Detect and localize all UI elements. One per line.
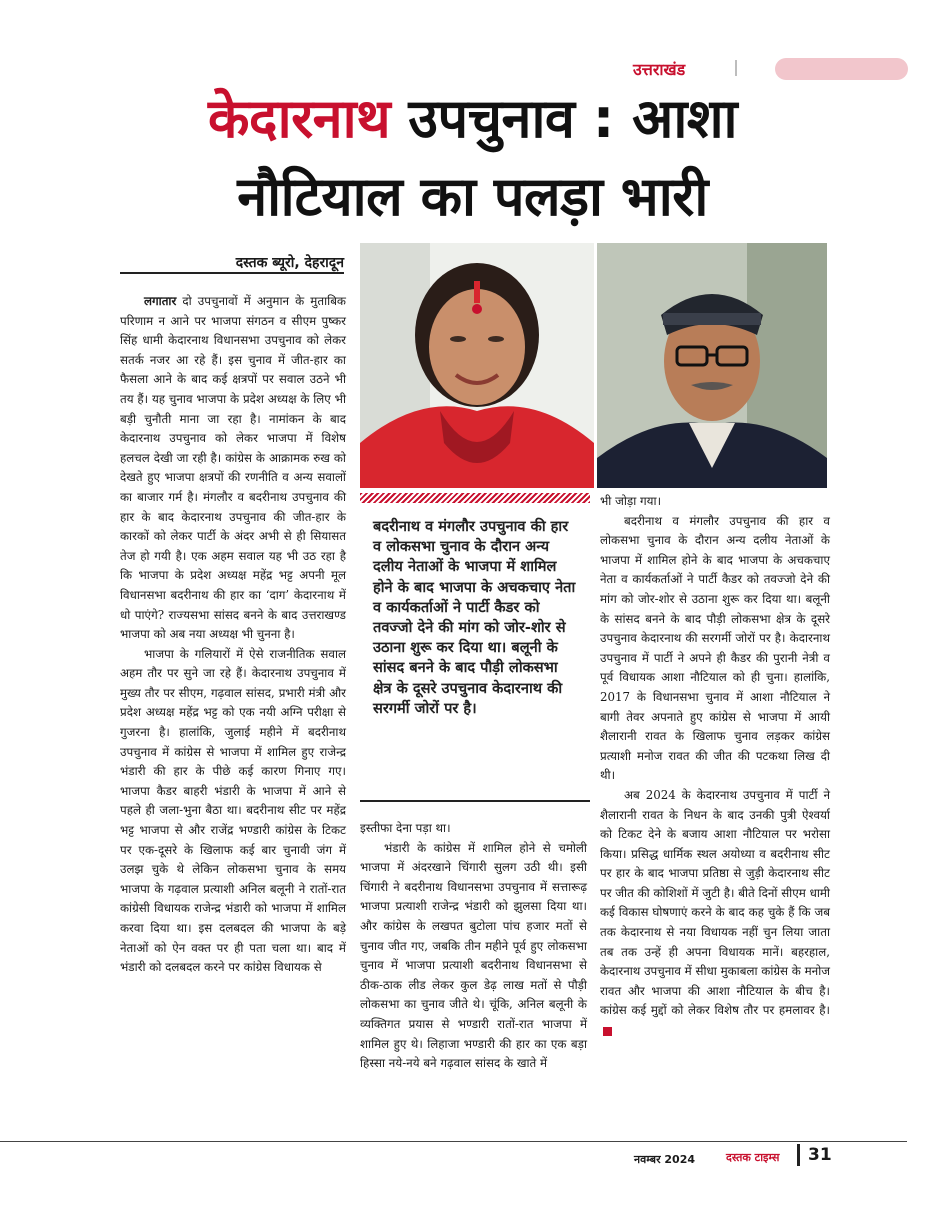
article-column-2 — [360, 819, 587, 1074]
footer-rule — [0, 1141, 907, 1142]
footer-date: नवम्बर 2024 — [634, 1153, 696, 1166]
pullquote-rule — [360, 800, 590, 802]
headline-line1-rest: उपचुनाव : आशा — [390, 87, 738, 150]
column2-paragraph-2: भंडारी के कांग्रेस में शामिल होने से चमोली भाजपा में अंदरखाने चिंगारी सुलग उठी थी। इसी चिंगारी ने बदरीनाथ विधानसभा उपचुनाव में सत्तारूढ़ भाजपा प्रत्याशी राजेन्द्र भंडारी को झुलसा दिया था। और कांग्रेस के लखपत बुटोला पांच हजार मतों से चुनाव जीत गए, जबकि तीन महीने पूर्व हुए लोकसभा चुनाव में भाजपा प्रत्याशी बदरीनाथ विधानसभा से ठीक-ठाक लीड लेकर कुल डेढ़ लाख मतों से पौड़ी लोकसभा का चुनाव जीते थे। चूंकि, अनिल बलूनी के व्यक्तिगत प्रयास से भण्डारी रातों-रात भाजपा में शामिल हुए थे। लिहाजा भण्डारी की हार का एक बड़ा हिस्सा नये-नये बने गढ़वाल सांसद के खाते में — [360, 840, 587, 1071]
headline — [60, 80, 885, 236]
headline-red-part: केदारनाथ — [207, 87, 391, 150]
section-pill — [775, 58, 908, 80]
lead-word: लगातार — [144, 294, 177, 308]
section-label: उत्तराखंड — [633, 60, 686, 79]
column1-paragraph-1: लगातार दो उपचुनावों में अनुमान के मुताबिक परिणाम न आने पर भाजपा संगठन व सीएम पुष्कर सिंह धामी केदारनाथ विधानसभा उपचुनाव को लेकर सतर्क नजर आ रहे हैं। इस चुनाव में जीत-हार का फैसला आने के बाद कई क्षत्रपों पर सवाल उठने भी तय हैं। यह चुनाव भाजपा के प्रदेश अध्यक्ष के लिए भी बड़ी चुनौती माना जा रहा है। नामांकन के बाद केदारनाथ उपचुनाव को लेकर भाजपा में विशेष हलचल देखी जा रही है। कांग्रेस के आक्रामक रुख को देखते हुए भाजपा क्षत्रपों की रणनीति व अन्य सवालों का बाजार गर्म है। मंगलौर व बदरीनाथ उपचुनाव की हार के बाद केदारनाथ उपचुनाव की जीत-हार के कारकों को लेकर पार्टी के अंदर अभी से ही सियासत तेज हो गयी है। एक अहम सवाल यह भी उठ रहा है कि भाजपा के प्रदेश अध्यक्ष महेंद्र भट्ट अपनी मूल विधानसभा बदरीनाथ की हार का ‘दाग’ केदारनाथ में धो पाएंगे? राज्यसभा सांसद बनने के बाद उत्तराखण्ड भाजपा को अब नया अध्यक्ष भी चुनना है। — [120, 294, 346, 642]
byline: दस्तक ब्यूरो, देहरादून — [235, 255, 344, 271]
column3-paragraph-3: अब 2024 के केदारनाथ उपचुनाव में पार्टी ने शैलारानी रावत के निधन के बाद उनकी पुत्री ऐश्वर्या को टिकट देने के बजाय आशा नौटियाल पर भरोसा किया। प्रसिद्ध धार्मिक स्थल अयोध्या व बदरीनाथ सीट पर हार के बाद भाजपा प्रतिष्ठा से जुड़ी केदारनाथ सीट पर जीत की कोशिशों में जुटी है। बीते दिनों सीएम धामी कई विकास घोषणाएं करने के बाद कह चुके हैं कि जब तक केदारनाथ से नया विधायक नहीं चुन लिया जाता तब तक उन्हें ही अपना विधायक मानें। बहरहाल, केदारनाथ उपचुनाव में सीधा मुकाबला कांग्रेस के मनोज रावत और भाजपा की आशा नौटियाल के बीच है। कांग्रेस कई मुद्दों को लेकर विशेष तौर पर हमलावर है। — [600, 786, 830, 1041]
candidate-photo-man — [597, 243, 827, 488]
column3-paragraph-1: भी जोड़ा गया। — [600, 494, 662, 508]
column3-paragraph-2: बदरीनाथ व मंगलौर उपचुनाव की हार व लोकसभा चुनाव के दौरान अन्य दलीय नेताओं के भाजपा में शामिल होने के बाद भाजपा के अचकचाए नेता व कार्यकर्ताओं ने पार्टी कैडर को तवज्जो देने की मांग को जोर-शोर से उठाना शुरू कर दिया था। बलूनी के सांसद बनने के बाद पौड़ी लोकसभा क्षेत्र के दूसरे उपचुनाव केदारनाथ की सरगर्मी जोरों पर है। केदारनाथ उपचुनाव में पार्टी ने अपने ही कैडर की पुरानी नेत्री व पूर्व विधायक आशा नौटियाल को ही चुना। हालांकि, 2017 के विधानसभा चुनाव में आशा नौटियाल ने बागी तेवर अपनाते हुए कांग्रेस से भाजपा में आयी शैलारानी रावत के खिलाफ चुनाव लड़कर कांग्रेस प्रत्याशी मनोज रावत की जीत की पटकथा लिख दी थी। — [600, 513, 830, 783]
headline-line2: नौटियाल का पलड़ा भारी — [237, 165, 708, 228]
pull-quote: बदरीनाथ व मंगलौर उपचुनाव की हार व लोकसभा चुनाव के दौरान अन्य दलीय नेताओं के भाजपा में शामिल होने के बाद भाजपा के अचकचाए नेता व कार्यकर्ताओं ने पार्टी कैडर को तवज्जो देने की मांग को जोर-शोर से उठाना शुरू कर दिया था। बलूनी के सांसद बनने के बाद पौड़ी लोकसभा क्षेत्र के दूसरे उपचुनाव केदारनाथ की सरगर्मी जोरों पर है। — [373, 518, 576, 717]
pullquote-stripe — [360, 493, 590, 503]
column1-paragraph-2: भाजपा के गलियारों में ऐसे राजनीतिक सवाल अहम तौर पर सुने जा रहे हैं। केदारनाथ उपचुनाव में मुख्य तौर पर सीएम, गढ़वाल सांसद, प्रभारी मंत्री और प्रदेश अध्यक्ष महेंद्र भट्ट को एक नयी अग्नि परीक्षा से गुजरना है। हालांकि, जुलाई महीने में बदरीनाथ उपचुनाव में कांग्रेस से भाजपा में शामिल हुए राजेन्द्र भंडारी की हार के पीछे कई कारण गिनाए गए। भाजपा कैडर बाहरी भंडारी के भाजपा में आने से पहले ही जला-भुना बैठा था। बदरीनाथ सीट पर महेंद्र भट्ट भाजपा से और राजेंद्र भण्डारी कांग्रेस के टिकट पर एक-दूसरे के खिलाफ कई बार चुनावी जंग में उलझ चुके थे लेकिन लोकसभा चुनाव के समय भाजपा के गढ़वाल प्रत्याशी अनिल बलूनी ने रातों-रात कांग्रेसी विधायक राजेन्द्र भंडारी को भाजपा में शामिल करवा दिया था। इस दलबदल की भाजपा के बड़े नेताओं को ऐन वक्त पर ही पता चला था। बाद में भंडारी को दलबदल करने पर कांग्रेस विधायक से — [120, 646, 346, 975]
end-mark-icon — [603, 1027, 612, 1036]
byline-rule — [120, 272, 344, 274]
article-column-1 — [120, 292, 346, 978]
page-number: 31 — [808, 1145, 832, 1165]
candidate-photo-woman — [360, 243, 594, 488]
section-divider — [735, 60, 737, 76]
footer-bar — [797, 1144, 800, 1166]
article-column-3 — [600, 492, 830, 1041]
column2-paragraph-1: इस्तीफा देना पड़ा था। — [360, 821, 451, 835]
footer-brand: दस्तक टाइम्स — [726, 1151, 780, 1164]
